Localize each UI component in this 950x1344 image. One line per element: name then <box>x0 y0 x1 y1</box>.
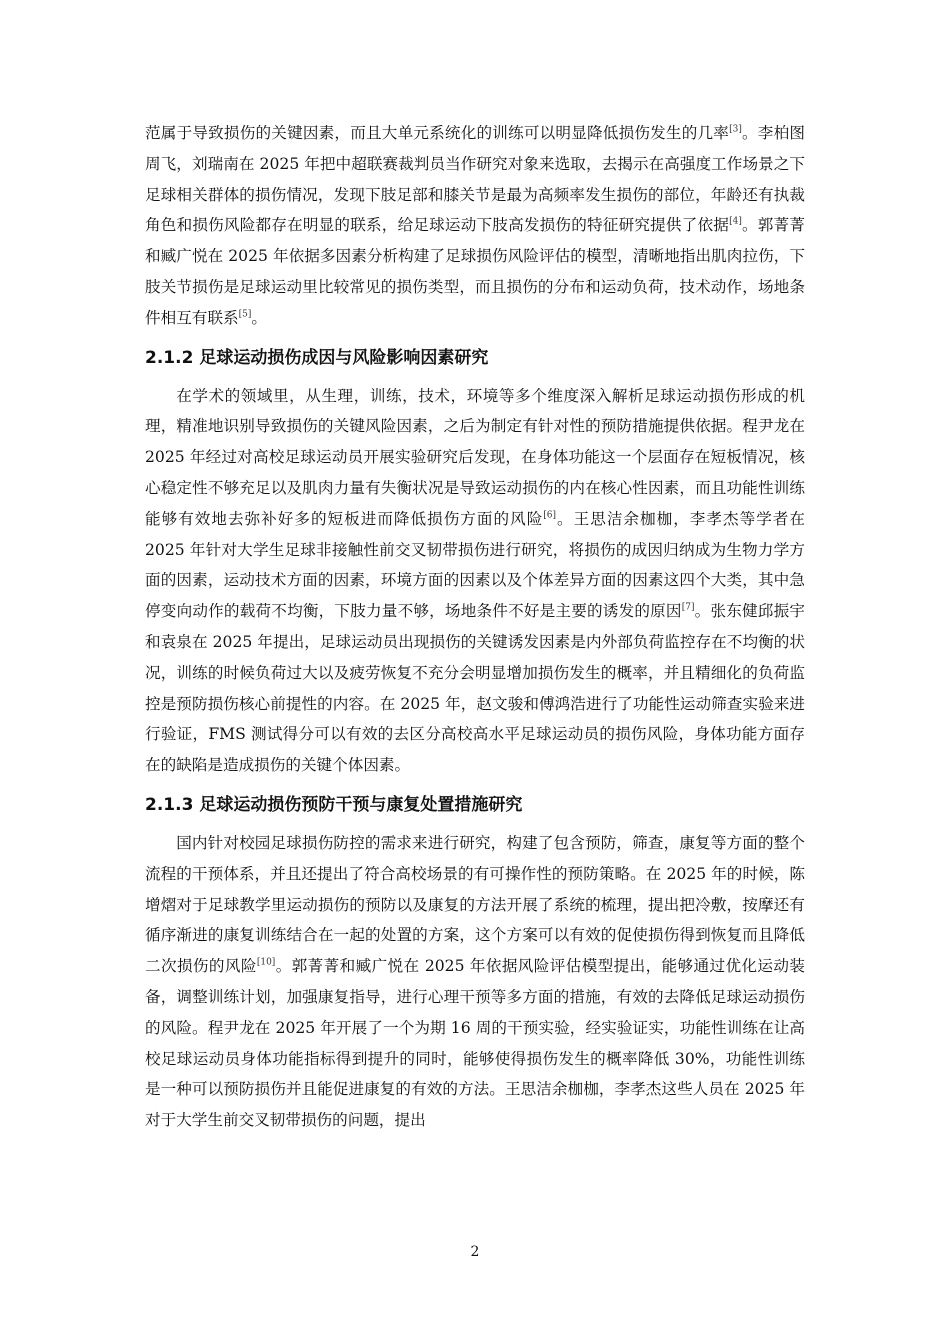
section-heading-2-1-2: 2.1.2 足球运动损伤成因与风险影响因素研究 <box>145 347 489 368</box>
section-heading-2-1-3: 2.1.3 足球运动损伤预防干预与康复处置措施研究 <box>145 794 523 815</box>
text-run: 。李柏图周飞，刘瑞南在 2025 年把中超联赛裁判员当作研究对象来选取，去揭示在高强度工作场景之下足球相关群体的损伤情况，发现下肢足部和膝关节是最为高频率发生损伤的部位，年龄还有执裁角色和损伤风险都存在明显的联系，给足球运动下肢高发损伤的特征研究提供了依据 <box>145 124 805 235</box>
text-run: 。 <box>251 308 267 327</box>
paragraph-prevention <box>145 828 805 1136</box>
citation-ref[interactable]: [7] <box>681 602 695 613</box>
text-run: 在学术的领域里，从生理，训练，技术，环境等多个维度深入解析足球运动损伤形成的机理，精准地识别导致损伤的关键风险因素，之后为制定有针对性的预防措施提供依据。程尹龙在 2025 年经过对高校足球运动员开展实验研究后发现，在身体功能这一个层面存在短板情况，核心稳定性不够充足以及肌肉力量有失衡状况是导致运动损伤的内在核心性因素，而且功能性训练能够有效地去弥补好多的短板进而降低损伤方面的风险 <box>145 386 805 528</box>
citation-ref[interactable]: [5] <box>238 309 252 320</box>
paragraph-continued <box>145 118 805 334</box>
paragraph-causes <box>145 381 805 781</box>
text-run: 国内针对校园足球损伤防控的需求来进行研究，构建了包含预防，筛查，康复等方面的整个流程的干预体系，并且还提出了符合高校场景的有可操作性的预防策略。在 2025 年的时候，陈增熠对于足球教学里运动损伤的预防以及康复的方法开展了系统的梳理，提出把冷敷，按摩还有循序渐进的康复训练结合在一起的处置的方案，这个方案可以有效的促使损伤得到恢复而且降低二次损伤的风险 <box>145 833 805 976</box>
citation-ref[interactable]: [6] <box>543 510 557 521</box>
text-run: 范属于导致损伤的关键因素，而且大单元系统化的训练可以明显降低损伤发生的几率 <box>145 124 730 142</box>
text-run: 。郭菁菁和臧广悦在 2025 年依据风险评估模型提出，能够通过优化运动装备，调整训练计划，加强康复指导，进行心理干预等多方面的措施，有效的去降低足球运动损伤的风险。程尹龙在 2025 年开展了一个为期 16 周的干预实验，经实验证实，功能性训练在让高校足球运动员身体功能指标得到提升的同时，能够使得损伤发生的概率降低 30%，功能性训练是一种可以预防损伤并且能促进康复的有效的方法。王思洁余枷枷，李孝杰这些人员在 2025 年对于大学生前交叉韧带损伤的问题，提出 <box>145 957 805 1130</box>
body-text <box>145 118 805 1136</box>
text-run: 。郭菁菁和臧广悦在 2025 年依据多因素分析构建了足球损伤风险评估的模型，清晰地指出肌肉拉伤，下肢关节损伤是足球运动里比较常见的损伤类型，而且损伤的分布和运动负荷，技术动作，场地条件相互有联系 <box>145 216 805 327</box>
text-run: 。张东健邱振宇和袁泉在 2025 年提出，足球运动员出现损伤的关键诱发因素是内外部负荷监控存在不均衡的状况，训练的时候负荷过大以及疲劳恢复不充分会明显增加损伤发生的概率，并且精细化的负荷监控是预防损伤核心前提性的内容。在 2025 年，赵文骏和傅鸿浩进行了功能性运动筛查实验来进行验证，FMS 测试得分可以有效的去区分高校高水平足球运动员的损伤风险，身体功能方面存在的缺陷是造成损伤的关键个体因素。 <box>145 602 805 775</box>
citation-ref[interactable]: [3] <box>729 124 742 135</box>
text-run: 。王思洁余枷枷，李孝杰等学者在 2025 年针对大学生足球非接触性前交叉韧带损伤进行研究，将损伤的成因归纳成为生物力学方面的因素，运动技术方面的因素，环境方面的因素以及个体差异方面的因素这四个大类，其中急停变向动作的载荷不均衡，下肢力量不够，场地条件不好是主要的诱发的原因 <box>145 509 805 621</box>
page-number: 2 <box>470 1244 480 1260</box>
citation-ref[interactable]: [4] <box>729 216 742 227</box>
citation-ref[interactable]: [10] <box>256 957 276 968</box>
